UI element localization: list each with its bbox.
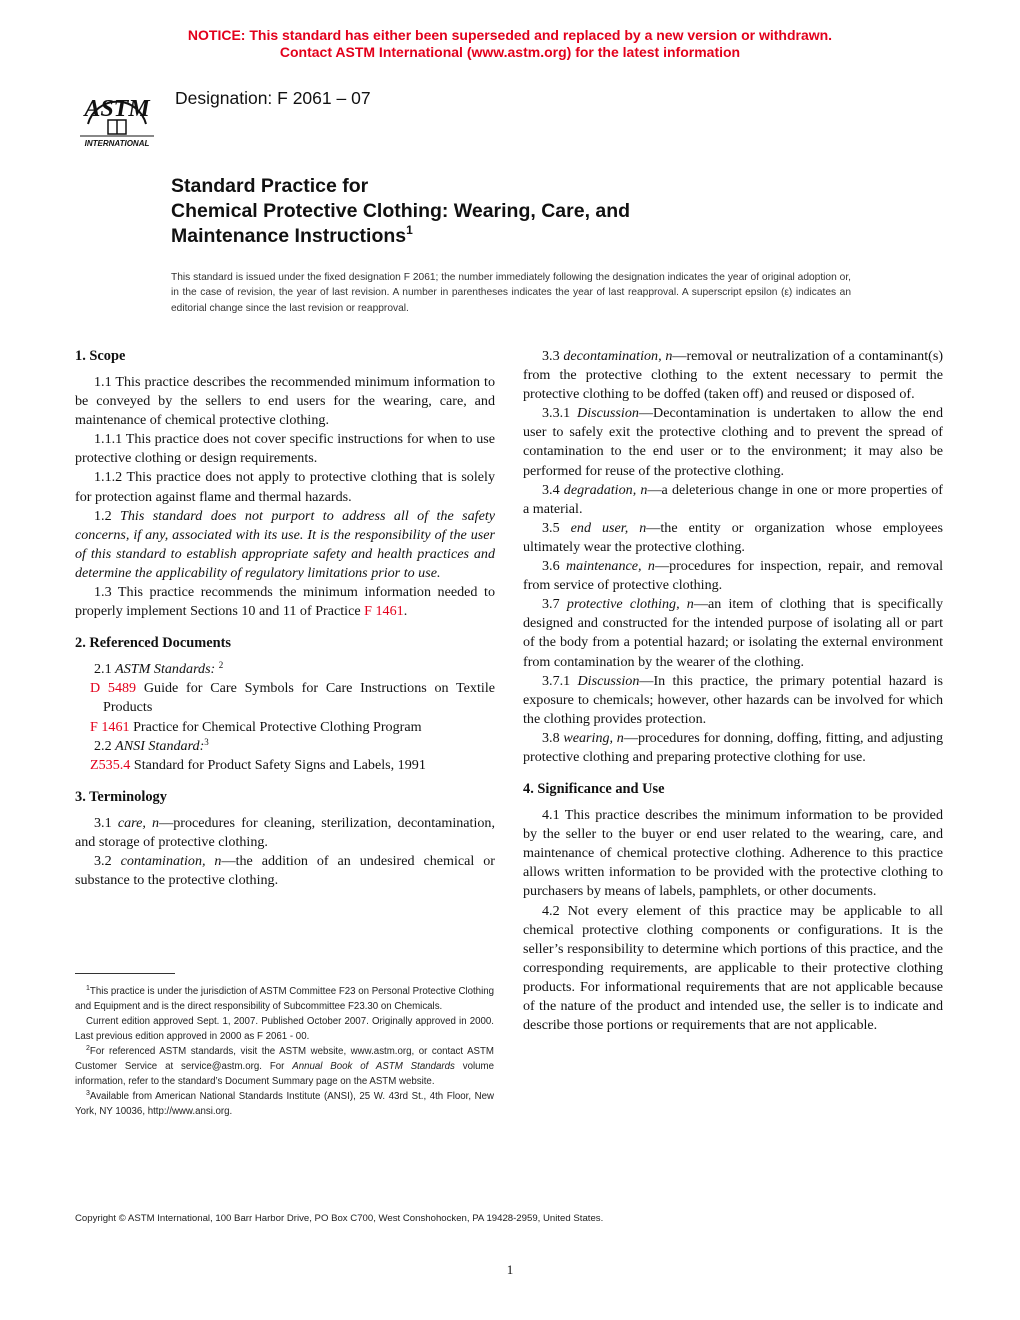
term-3-7-1 (523, 672, 943, 729)
term-3-5-term: end user, n (570, 519, 647, 536)
term-3-6-number: 3.6 (542, 558, 560, 575)
section-4-heading: 4. Significance and Use (523, 781, 665, 798)
footnote-2-text-b: volume information, refer to the standard’s Document Summary page on the ASTM website. (75, 1061, 494, 1087)
term-3-1-number: 3.1 (94, 814, 112, 831)
para-2-2-number: 2.2 (94, 737, 112, 754)
term-3-8-definition: —procedures for donning, doffing, fitting, and adjusting protective clothing and preparing protective clothing for use. (523, 729, 943, 765)
para-2-1-label: ASTM Standards: (115, 661, 216, 678)
term-3-2-definition: —the addition of an undesired chemical or substance to the protective clothing. (75, 852, 495, 889)
term-3-3-1-term: Discussion (577, 405, 639, 422)
link-d5489[interactable]: D 5489 (90, 680, 137, 697)
term-3-1-definition: —procedures for cleaning, sterilization, decontamination, and storage of protective clothing. (75, 814, 495, 850)
term-3-7-definition: —an item of clothing that is specifically designed and constructed for the intended purpose of isolating all or part of the body from a potential hazard; or isolating the external environment from contamination by the wearer of the clothing. (523, 596, 943, 670)
para-4-1: 4.1 This practice describes the minimum information to be provided by the seller to the buyer or end user related to the wearing, care, and maintenance of chemical protective clothing. Adherence to this practice allows written information to be provided with the protective clothing to purchasers by means of labels, pamphlets, or other documents. (523, 807, 943, 900)
footnote-1-mark: 1 (86, 985, 90, 992)
title-line-1: Standard Practice for (171, 175, 369, 197)
term-3-8-term: wearing, n (563, 729, 624, 746)
term-3-5-definition: —the entity or organization whose employees ultimately wear the protective clothing. (523, 519, 943, 555)
para-1-1-1: 1.1.1 This practice does not cover specific instructions for when to use protective clothing or design requirements. (75, 431, 495, 467)
document-title (171, 174, 871, 249)
footnote-2-mark: 2 (86, 1045, 90, 1052)
term-3-3 (523, 347, 943, 404)
term-3-7-1-number: 3.7.1 (542, 672, 571, 689)
copyright-line: Copyright © ASTM International, 100 Barr Harbor Drive, PO Box C700, West Conshohocken, PA 19428-2959, United States. (75, 1213, 604, 1224)
term-3-3-number: 3.3 (542, 348, 560, 364)
para-2-1-footnote-mark: 2 (218, 660, 224, 671)
para-2-2 (75, 737, 495, 756)
section-3-heading: 3. Terminology (75, 788, 167, 805)
para-1-2-text: This standard does not purport to address all of the safety concerns, if any, associated with its use. It is the responsibility of the user of this standard to establish appropriate safety and health practices and determine the applicability of regulatory limitations prior to use. (75, 507, 495, 581)
title-line-2: Chemical Protective Clothing: Wearing, Care, and (171, 200, 631, 222)
term-3-7-number: 3.7 (542, 596, 560, 613)
term-3-7 (523, 595, 943, 671)
logo-letters: ASTM (84, 96, 150, 122)
right-column (523, 347, 943, 1035)
title-line-3: Maintenance Instructions (171, 225, 407, 247)
para-1-3-end: . (403, 603, 408, 620)
term-3-7-term: protective clothing, n (566, 596, 694, 613)
term-3-4-definition: —a deleterious change in one or more properties of a material. (523, 481, 943, 517)
term-3-8 (523, 729, 943, 767)
term-3-6-definition: —procedures for inspection, repair, and removal from service of protective clothing. (523, 558, 943, 594)
section-2-heading: 2. Referenced Documents (75, 635, 231, 652)
para-2-1 (75, 660, 495, 679)
section-1-heading: 1. Scope (75, 348, 126, 364)
footnote-divider (75, 973, 175, 974)
para-1-1-2: 1.1.2 This practice does not apply to protective clothing that is solely for protection against flame and thermal hazards. (75, 469, 495, 505)
para-4-2: 4.2 Not every element of this practice may be applicable to all chemical protective clothing components or configurations. It is the seller’s responsibility to determine which portions of this practice, and the corresponding requirements, are applicable to their protective clothing products. For informational requirements that are not applicable because of the nature of the product and intended use, the seller is to indicate and describe those portions or requirements that are not applicable. (523, 902, 943, 1034)
ref-d5489 (75, 679, 495, 717)
left-column (75, 347, 495, 890)
term-3-2-number: 3.2 (94, 852, 112, 869)
term-3-3-1-number: 3.3.1 (542, 405, 571, 422)
footnote-1 (75, 984, 494, 1014)
withdrawal-notice (0, 27, 1020, 61)
term-3-1 (75, 814, 495, 852)
para-1-3 (75, 583, 495, 621)
term-3-3-term: decontamination, n (563, 348, 673, 364)
term-3-1-term: care, n (117, 814, 160, 831)
footnote-3 (75, 1089, 494, 1119)
para-1-2-number: 1.2 (94, 507, 112, 524)
term-3-4-term: degradation, n (563, 481, 648, 498)
term-3-7-1-term: Discussion (577, 672, 640, 689)
link-z535[interactable]: Z535.4 (90, 756, 131, 773)
ref-d5489-title: Guide for Care Symbols for Care Instructions on Textile Products (103, 680, 495, 716)
ref-f1461-title: Practice for Chemical Protective Clothing Program (133, 718, 422, 735)
ref-z535-title: Standard for Product Safety Signs and Labels, 1991 (133, 756, 426, 773)
designation: Designation: F 2061 – 07 (175, 88, 371, 108)
term-3-5-number: 3.5 (542, 519, 560, 536)
footnotes (75, 984, 494, 1119)
term-3-8-number: 3.8 (542, 729, 560, 746)
term-3-4 (523, 481, 943, 519)
footnote-1-text: This practice is under the jurisdiction of ASTM Committee F23 on Personal Protective Clothing and Equipment and is the direct responsibility of Subcommittee F23.30 on Chemicals. (75, 986, 494, 1012)
notice-line-1: NOTICE: This standard has either been superseded and replaced by a new version or withdrawn. (187, 27, 833, 43)
term-3-3-1 (523, 404, 943, 480)
ref-f1461 (75, 718, 495, 737)
ref-z535 (75, 756, 495, 775)
term-3-6 (523, 557, 943, 595)
para-2-2-label: ANSI Standard: (115, 737, 205, 754)
footnote-3-mark: 3 (86, 1090, 90, 1097)
notice-line-2: Contact ASTM International (www.astm.org) for the latest information (279, 44, 741, 60)
para-2-1-number: 2.1 (94, 661, 112, 678)
term-3-2-term: contamination, n (120, 852, 222, 869)
term-3-6-term: maintenance, n (566, 558, 655, 575)
title-footnote-mark: 1 (406, 223, 413, 237)
footnote-2 (75, 1044, 494, 1089)
logo-label: INTERNATIONAL (84, 139, 150, 148)
para-2-2-footnote-mark: 3 (204, 736, 209, 747)
page-number: 1 (506, 1262, 514, 1277)
astm-logo (74, 76, 160, 152)
footnote-1-edition: Current edition approved Sept. 1, 2007. Published October 2007. Originally approved in 2000. Last previous edition approved in 2000 as F 2061 - 00. (75, 1016, 494, 1042)
term-3-3-definition: —removal or neutralization of a contaminant(s) from the protective clothing to the extent necessary to permit the protective clothing to be doffed (taken off) and reused or disposed of. (523, 348, 944, 403)
para-1-1: 1.1 This practice describes the recommended minimum information to be conveyed by the sellers to end users for the wearing, care, and maintenance of chemical protective clothing. (75, 374, 495, 429)
footnote-2-text-a: For referenced ASTM standards, visit the ASTM website, www.astm.org, or contact ASTM Customer Service at service@astm.org. For (75, 1046, 494, 1072)
para-1-3-text: 1.3 This practice recommends the minimum information needed to properly implement Sections 10 and 11 of Practice (75, 584, 495, 620)
term-3-4-number: 3.4 (542, 481, 560, 498)
link-f1461-ref[interactable]: F 1461 (90, 718, 130, 735)
term-3-5 (523, 519, 943, 557)
link-f1461[interactable]: F 1461 (364, 603, 404, 620)
issue-note: This standard is issued under the fixed designation F 2061; the number immediately following the designation indicates the year of original adoption or, in the case of revision, the year of last revision. A number in parentheses indicates the year of last reapproval. A superscript epsilon (ε) indicates an editorial change since the last revision or reapproval. (171, 272, 851, 314)
term-3-3-1-definition: —Decontamination is undertaken to allow the end user to safely exit the protective clothing and to prevent the spread of contamination to the end user or to the environment; it may also be performed for reuse of the protective clothing. (523, 405, 943, 479)
term-3-2 (75, 852, 495, 890)
term-3-7-1-definition: —In this practice, the primary potential hazard is exposure to chemicals; however, other hazards can be involved for which the clothing provides protection. (523, 672, 943, 727)
footnote-2-italic: Annual Book of ASTM Standards (292, 1061, 455, 1072)
para-1-2 (75, 507, 495, 583)
footnote-3-text: Available from American National Standards Institute (ANSI), 25 W. 43rd St., 4th Floor, New York, NY 10036, http://www.ansi.org. (75, 1091, 494, 1117)
